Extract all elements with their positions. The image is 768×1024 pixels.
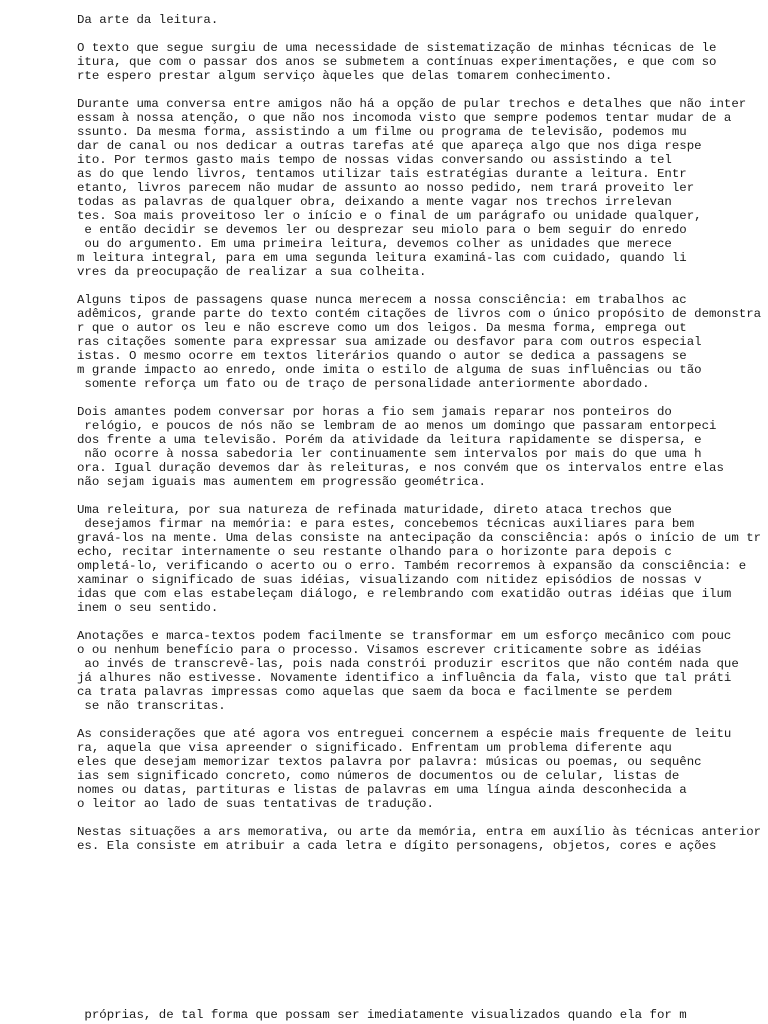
text-line: ora. Igual duração devemos dar às releituras, e nos convém que os intervalos entre elas <box>77 461 724 475</box>
text-line: idas que com elas estabeleçam diálogo, e relembrando com exatidão outras idéias que ilum <box>77 587 732 601</box>
text-line: r que o autor os leu e não escreve como um dos leigos. Da mesma forma, emprega out <box>77 321 687 335</box>
text-line: dar de canal ou nos dedicar a outras tarefas até que apareça algo que nos diga respe <box>77 139 702 153</box>
text-line: ompletá-lo, verificando o acerto ou o erro. Também recorremos à expansão da consciência: e <box>77 559 747 573</box>
text-line: Durante uma conversa entre amigos não há a opção de pular trechos e detalhes que não inter <box>77 97 747 111</box>
text-line: Alguns tipos de passagens quase nunca merecem a nossa consciência: em trabalhos ac <box>77 293 687 307</box>
text-line: essam à nossa atenção, o que não nos incomoda visto que sempre podemos tentar mudar de a <box>77 111 732 125</box>
text-line: todas as palavras de qualquer obra, deixando a mente vagar nos trechos irrelevan <box>77 195 672 209</box>
text-line: não sejam iguais mas aumentem em progressão geométrica. <box>77 475 486 489</box>
text-line: o leitor ao lado de suas tentativas de tradução. <box>77 797 434 811</box>
text-line: echo, recitar internamente o seu restante olhando para o horizonte para depois c <box>77 545 672 559</box>
text-line: ias sem significado concreto, como números de documentos ou de celular, listas de <box>77 769 680 783</box>
text-line: es. Ela consiste em atribuir a cada letra e dígito personagens, objetos, cores e ações <box>77 839 717 853</box>
text-line: ssunto. Da mesma forma, assistindo a um filme ou programa de televisão, podemos mu <box>77 125 687 139</box>
text-line: nomes ou datas, partituras e listas de palavras em uma língua ainda desconhecida a <box>77 783 687 797</box>
text-line: se não transcritas. <box>77 699 226 713</box>
text-line: Uma releitura, por sua natureza de refinada maturidade, direto ataca trechos que <box>77 503 672 517</box>
text-line: Anotações e marca-textos podem facilmente se transformar em um esforço mecânico com pouc <box>77 629 732 643</box>
text-line: inem o seu sentido. <box>77 601 219 615</box>
text-line: As considerações que até agora vos entreguei concernem a espécie mais frequente de leitu <box>77 727 732 741</box>
text-line: o ou nenhum benefício para o processo. Visamos escrever criticamente sobre as idéias <box>77 643 702 657</box>
text-line: as do que lendo livros, tentamos utilizar tais estratégias durante a leitura. Entr <box>77 167 687 181</box>
footer-line: próprias, de tal forma que possam ser imediatamente visualizados quando ela for m <box>77 1008 687 1022</box>
text-line: eles que desejam memorizar textos palavra por palavra: músicas ou poemas, ou sequênc <box>77 755 702 769</box>
text-line: O texto que segue surgiu de uma necessidade de sistematização de minhas técnicas de le <box>77 41 717 55</box>
text-line: m leitura integral, para em uma segunda leitura examiná-las com cuidado, quando li <box>77 251 687 265</box>
text-line: ra, aquela que visa apreender o significado. Enfrentam um problema diferente aqu <box>77 741 672 755</box>
text-line: adêmicos, grande parte do texto contém citações de livros com o único propósito de demonstra <box>77 307 762 321</box>
text-line: xaminar o significado de suas idéias, visualizando com nitidez episódios de nossas v <box>77 573 702 587</box>
text-line: m grande impacto ao enredo, onde imita o estilo de alguma de suas influências ou tão <box>77 363 702 377</box>
text-line: istas. O mesmo ocorre em textos literários quando o autor se dedica a passagens se <box>77 349 687 363</box>
text-line: ras citações somente para expressar sua amizade ou desfavor para com outros especial <box>77 335 702 349</box>
text-line: dos frente a uma televisão. Porém da atividade da leitura rapidamente se dispersa, e <box>77 433 702 447</box>
text-line: já alhures não estivesse. Novamente identifico a influência da fala, visto que tal práti <box>77 671 732 685</box>
text-line: ao invés de transcrevê-las, pois nada constrói produzir escritos que não contém nada que <box>77 657 739 671</box>
text-line: etanto, livros parecem não mudar de assunto ao nosso pedido, nem trará proveito ler <box>77 181 695 195</box>
text-line: rte espero prestar algum serviço àqueles que delas tomarem conhecimento. <box>77 69 613 83</box>
text-line: gravá-los na mente. Uma delas consiste na antecipação da consciência: após o início de um tr <box>77 531 762 545</box>
text-line: desejamos firmar na memória: e para estes, concebemos técnicas auxiliares para bem <box>77 517 695 531</box>
text-line: relógio, e poucos de nós não se lembram de ao menos um domingo que passaram entorpeci <box>77 419 717 433</box>
text-line: ou do argumento. Em uma primeira leitura, devemos colher as unidades que merece <box>77 237 672 251</box>
text-line: itura, que com o passar dos anos se submetem a contínuas experimentações, e que com so <box>77 55 717 69</box>
text-line: Dois amantes podem conversar por horas a fio sem jamais reparar nos ponteiros do <box>77 405 672 419</box>
text-line: vres da preocupação de realizar a sua colheita. <box>77 265 427 279</box>
text-line: somente reforça um fato ou de traço de personalidade anteriormente abordado. <box>77 377 650 391</box>
text-line: tes. Soa mais proveitoso ler o início e o final de um parágrafo ou unidade qualquer, <box>77 209 702 223</box>
text-line: ca trata palavras impressas como aquelas que saem da boca e facilmente se perdem <box>77 685 672 699</box>
text-line: Nestas situações a ars memorativa, ou arte da memória, entra em auxílio às técnicas anterior <box>77 825 762 839</box>
text-line: e então decidir se devemos ler ou desprezar seu miolo para o bem seguir do enredo <box>77 223 687 237</box>
text-line: não ocorre à nossa sabedoria ler continuamente sem intervalos por mais do que uma h <box>77 447 702 461</box>
text-line: ito. Por termos gasto mais tempo de nossas vidas conversando ou assistindo a tel <box>77 153 672 167</box>
text-line: Da arte da leitura. <box>77 13 219 27</box>
